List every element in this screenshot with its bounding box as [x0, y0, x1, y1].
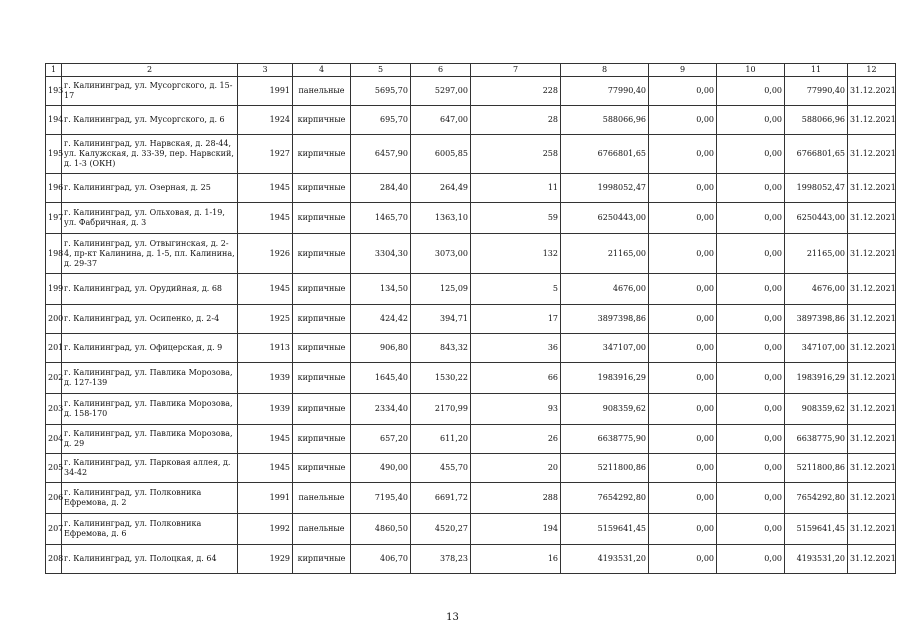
regional-funds-cell: 0,00 [649, 203, 717, 234]
row-number-cell: 197 [46, 203, 62, 234]
completion-date-cell: 31.12.2021 [848, 305, 896, 334]
living-area-cell: 611,20 [411, 425, 471, 454]
total-area-cell: 5695,70 [351, 77, 411, 106]
wall-material-cell: кирпичные [293, 394, 351, 425]
owner-funds-cell: 1983916,29 [785, 363, 848, 394]
municipal-funds-cell: 0,00 [717, 425, 785, 454]
row-number-cell: 199 [46, 274, 62, 305]
build-year-cell: 1992 [238, 514, 293, 545]
build-year-cell: 1945 [238, 203, 293, 234]
wall-material-cell: кирпичные [293, 425, 351, 454]
address-cell: г. Калининград, ул. Павлика Морозова, д. 158-170 [62, 394, 238, 425]
build-year-cell: 1991 [238, 77, 293, 106]
row-number-cell: 196 [46, 174, 62, 203]
build-year-cell: 1913 [238, 334, 293, 363]
completion-date-cell: 31.12.2021 [848, 514, 896, 545]
municipal-funds-cell: 0,00 [717, 274, 785, 305]
residents-cell: 36 [471, 334, 561, 363]
municipal-funds-cell: 0,00 [717, 135, 785, 174]
owner-funds-cell: 21165,00 [785, 234, 848, 274]
wall-material-cell: кирпичные [293, 454, 351, 483]
housing-register-table [45, 63, 896, 574]
repair-cost-cell: 6638775,90 [561, 425, 649, 454]
wall-material-cell: кирпичные [293, 305, 351, 334]
regional-funds-cell: 0,00 [649, 334, 717, 363]
completion-date-cell: 31.12.2021 [848, 234, 896, 274]
regional-funds-cell: 0,00 [649, 363, 717, 394]
address-cell: г. Калининград, ул. Мусоргского, д. 6 [62, 106, 238, 135]
completion-date-cell: 31.12.2021 [848, 106, 896, 135]
address-cell: г. Калининград, ул. Офицерская, д. 9 [62, 334, 238, 363]
column-number-header: 8 [561, 64, 649, 77]
row-number-cell: 201 [46, 334, 62, 363]
regional-funds-cell: 0,00 [649, 394, 717, 425]
residents-cell: 11 [471, 174, 561, 203]
row-number-cell: 200 [46, 305, 62, 334]
repair-cost-cell: 347107,00 [561, 334, 649, 363]
completion-date-cell: 31.12.2021 [848, 77, 896, 106]
living-area-cell: 647,00 [411, 106, 471, 135]
repair-cost-cell: 4676,00 [561, 274, 649, 305]
living-area-cell: 394,71 [411, 305, 471, 334]
build-year-cell: 1925 [238, 305, 293, 334]
living-area-cell: 264,49 [411, 174, 471, 203]
address-cell: г. Калининград, ул. Полковника Ефремова, д. 6 [62, 514, 238, 545]
municipal-funds-cell: 0,00 [717, 483, 785, 514]
owner-funds-cell: 1998052,47 [785, 174, 848, 203]
living-area-cell: 843,32 [411, 334, 471, 363]
owner-funds-cell: 6250443,00 [785, 203, 848, 234]
municipal-funds-cell: 0,00 [717, 334, 785, 363]
completion-date-cell: 31.12.2021 [848, 334, 896, 363]
residents-cell: 20 [471, 454, 561, 483]
row-number-cell: 203 [46, 394, 62, 425]
repair-cost-cell: 4193531,20 [561, 545, 649, 574]
build-year-cell: 1939 [238, 394, 293, 425]
owner-funds-cell: 6638775,90 [785, 425, 848, 454]
row-number-cell: 208 [46, 545, 62, 574]
build-year-cell: 1991 [238, 483, 293, 514]
completion-date-cell: 31.12.2021 [848, 203, 896, 234]
address-cell: г. Калининград, ул. Нарвская, д. 28-44, ул. Калужская, д. 33-39, пер. Нарвский, д. 1-3 (ОКН) [62, 135, 238, 174]
regional-funds-cell: 0,00 [649, 234, 717, 274]
residents-cell: 228 [471, 77, 561, 106]
table-row [46, 106, 896, 135]
row-number-cell: 207 [46, 514, 62, 545]
municipal-funds-cell: 0,00 [717, 394, 785, 425]
wall-material-cell: кирпичные [293, 174, 351, 203]
completion-date-cell: 31.12.2021 [848, 483, 896, 514]
living-area-cell: 6005,85 [411, 135, 471, 174]
owner-funds-cell: 4676,00 [785, 274, 848, 305]
completion-date-cell: 31.12.2021 [848, 454, 896, 483]
table-row [46, 274, 896, 305]
column-number-header: 1 [46, 64, 62, 77]
regional-funds-cell: 0,00 [649, 305, 717, 334]
column-number-header: 2 [62, 64, 238, 77]
total-area-cell: 284,40 [351, 174, 411, 203]
regional-funds-cell: 0,00 [649, 135, 717, 174]
total-area-cell: 1645,40 [351, 363, 411, 394]
owner-funds-cell: 7654292,80 [785, 483, 848, 514]
address-cell: г. Калининград, ул. Осипенко, д. 2-4 [62, 305, 238, 334]
living-area-cell: 455,70 [411, 454, 471, 483]
build-year-cell: 1927 [238, 135, 293, 174]
owner-funds-cell: 5159641,45 [785, 514, 848, 545]
table-row [46, 545, 896, 574]
total-area-cell: 657,20 [351, 425, 411, 454]
living-area-cell: 125,09 [411, 274, 471, 305]
column-number-header: 3 [238, 64, 293, 77]
completion-date-cell: 31.12.2021 [848, 394, 896, 425]
build-year-cell: 1945 [238, 274, 293, 305]
wall-material-cell: кирпичные [293, 203, 351, 234]
regional-funds-cell: 0,00 [649, 514, 717, 545]
total-area-cell: 2334,40 [351, 394, 411, 425]
table-row [46, 77, 896, 106]
municipal-funds-cell: 0,00 [717, 514, 785, 545]
row-number-cell: 198 [46, 234, 62, 274]
column-number-header: 4 [293, 64, 351, 77]
row-number-cell: 202 [46, 363, 62, 394]
address-cell: г. Калининград, ул. Мусоргского, д. 15-17 [62, 77, 238, 106]
wall-material-cell: кирпичные [293, 106, 351, 135]
municipal-funds-cell: 0,00 [717, 106, 785, 135]
residents-cell: 59 [471, 203, 561, 234]
table-row [46, 363, 896, 394]
address-cell: г. Калининград, ул. Полковника Ефремова, д. 2 [62, 483, 238, 514]
living-area-cell: 4520,27 [411, 514, 471, 545]
build-year-cell: 1924 [238, 106, 293, 135]
regional-funds-cell: 0,00 [649, 274, 717, 305]
living-area-cell: 3073,00 [411, 234, 471, 274]
municipal-funds-cell: 0,00 [717, 234, 785, 274]
table-row [46, 514, 896, 545]
total-area-cell: 406,70 [351, 545, 411, 574]
residents-cell: 132 [471, 234, 561, 274]
living-area-cell: 2170,99 [411, 394, 471, 425]
completion-date-cell: 31.12.2021 [848, 274, 896, 305]
build-year-cell: 1926 [238, 234, 293, 274]
total-area-cell: 695,70 [351, 106, 411, 135]
table-row [46, 483, 896, 514]
table-row [46, 203, 896, 234]
row-number-cell: 193 [46, 77, 62, 106]
completion-date-cell: 31.12.2021 [848, 174, 896, 203]
regional-funds-cell: 0,00 [649, 545, 717, 574]
regional-funds-cell: 0,00 [649, 425, 717, 454]
living-area-cell: 378,23 [411, 545, 471, 574]
owner-funds-cell: 3897398,86 [785, 305, 848, 334]
wall-material-cell: кирпичные [293, 234, 351, 274]
address-cell: г. Калининград, ул. Парковая аллея, д. 34-42 [62, 454, 238, 483]
build-year-cell: 1945 [238, 174, 293, 203]
completion-date-cell: 31.12.2021 [848, 363, 896, 394]
row-number-cell: 205 [46, 454, 62, 483]
address-cell: г. Калининград, ул. Павлика Морозова, д. 29 [62, 425, 238, 454]
column-number-header: 5 [351, 64, 411, 77]
wall-material-cell: кирпичные [293, 334, 351, 363]
table-row [46, 425, 896, 454]
repair-cost-cell: 21165,00 [561, 234, 649, 274]
living-area-cell: 1363,10 [411, 203, 471, 234]
build-year-cell: 1929 [238, 545, 293, 574]
wall-material-cell: кирпичные [293, 363, 351, 394]
table-row [46, 234, 896, 274]
regional-funds-cell: 0,00 [649, 454, 717, 483]
total-area-cell: 7195,40 [351, 483, 411, 514]
table-header-row [46, 64, 896, 77]
municipal-funds-cell: 0,00 [717, 174, 785, 203]
owner-funds-cell: 6766801,65 [785, 135, 848, 174]
repair-cost-cell: 3897398,86 [561, 305, 649, 334]
municipal-funds-cell: 0,00 [717, 363, 785, 394]
municipal-funds-cell: 0,00 [717, 305, 785, 334]
address-cell: г. Калининград, ул. Полоцкая, д. 64 [62, 545, 238, 574]
wall-material-cell: кирпичные [293, 135, 351, 174]
column-number-header: 9 [649, 64, 717, 77]
owner-funds-cell: 588066,96 [785, 106, 848, 135]
residents-cell: 17 [471, 305, 561, 334]
repair-cost-cell: 77990,40 [561, 77, 649, 106]
repair-cost-cell: 588066,96 [561, 106, 649, 135]
wall-material-cell: панельные [293, 483, 351, 514]
table-row [46, 394, 896, 425]
build-year-cell: 1939 [238, 363, 293, 394]
owner-funds-cell: 5211800,86 [785, 454, 848, 483]
wall-material-cell: панельные [293, 77, 351, 106]
column-number-header: 6 [411, 64, 471, 77]
page-number: 13 [446, 612, 459, 623]
residents-cell: 66 [471, 363, 561, 394]
total-area-cell: 4860,50 [351, 514, 411, 545]
completion-date-cell: 31.12.2021 [848, 135, 896, 174]
table-row [46, 454, 896, 483]
build-year-cell: 1945 [238, 425, 293, 454]
repair-cost-cell: 7654292,80 [561, 483, 649, 514]
completion-date-cell: 31.12.2021 [848, 545, 896, 574]
column-number-header: 10 [717, 64, 785, 77]
municipal-funds-cell: 0,00 [717, 454, 785, 483]
owner-funds-cell: 908359,62 [785, 394, 848, 425]
total-area-cell: 424,42 [351, 305, 411, 334]
municipal-funds-cell: 0,00 [717, 545, 785, 574]
living-area-cell: 6691,72 [411, 483, 471, 514]
repair-cost-cell: 1998052,47 [561, 174, 649, 203]
address-cell: г. Калининград, ул. Ольховая, д. 1-19, ул. Фабричная, д. 3 [62, 203, 238, 234]
address-cell: г. Калининград, ул. Павлика Морозова, д. 127-139 [62, 363, 238, 394]
repair-cost-cell: 5159641,45 [561, 514, 649, 545]
row-number-cell: 204 [46, 425, 62, 454]
total-area-cell: 1465,70 [351, 203, 411, 234]
regional-funds-cell: 0,00 [649, 174, 717, 203]
build-year-cell: 1945 [238, 454, 293, 483]
row-number-cell: 206 [46, 483, 62, 514]
regional-funds-cell: 0,00 [649, 483, 717, 514]
table-row [46, 135, 896, 174]
residents-cell: 16 [471, 545, 561, 574]
table-row [46, 305, 896, 334]
residents-cell: 28 [471, 106, 561, 135]
residents-cell: 26 [471, 425, 561, 454]
wall-material-cell: кирпичные [293, 545, 351, 574]
total-area-cell: 3304,30 [351, 234, 411, 274]
repair-cost-cell: 5211800,86 [561, 454, 649, 483]
row-number-cell: 194 [46, 106, 62, 135]
municipal-funds-cell: 0,00 [717, 77, 785, 106]
repair-cost-cell: 1983916,29 [561, 363, 649, 394]
total-area-cell: 490,00 [351, 454, 411, 483]
column-number-header: 7 [471, 64, 561, 77]
residents-cell: 5 [471, 274, 561, 305]
owner-funds-cell: 347107,00 [785, 334, 848, 363]
residents-cell: 93 [471, 394, 561, 425]
wall-material-cell: панельные [293, 514, 351, 545]
row-number-cell: 195 [46, 135, 62, 174]
total-area-cell: 134,50 [351, 274, 411, 305]
regional-funds-cell: 0,00 [649, 77, 717, 106]
municipal-funds-cell: 0,00 [717, 203, 785, 234]
repair-cost-cell: 908359,62 [561, 394, 649, 425]
column-number-header: 11 [785, 64, 848, 77]
address-cell: г. Калининград, ул. Озерная, д. 25 [62, 174, 238, 203]
living-area-cell: 1530,22 [411, 363, 471, 394]
table-row [46, 174, 896, 203]
regional-funds-cell: 0,00 [649, 106, 717, 135]
total-area-cell: 6457,90 [351, 135, 411, 174]
repair-cost-cell: 6250443,00 [561, 203, 649, 234]
completion-date-cell: 31.12.2021 [848, 425, 896, 454]
living-area-cell: 5297,00 [411, 77, 471, 106]
address-cell: г. Калининград, ул. Орудийная, д. 68 [62, 274, 238, 305]
total-area-cell: 906,80 [351, 334, 411, 363]
address-cell: г. Калининград, ул. Отвыгинская, д. 2-4, пр-кт Калинина, д. 1-5, пл. Калинина, д. 29-37 [62, 234, 238, 274]
residents-cell: 258 [471, 135, 561, 174]
repair-cost-cell: 6766801,65 [561, 135, 649, 174]
residents-cell: 288 [471, 483, 561, 514]
column-number-header: 12 [848, 64, 896, 77]
owner-funds-cell: 77990,40 [785, 77, 848, 106]
table-body [46, 64, 896, 574]
table-row [46, 334, 896, 363]
owner-funds-cell: 4193531,20 [785, 545, 848, 574]
residents-cell: 194 [471, 514, 561, 545]
wall-material-cell: кирпичные [293, 274, 351, 305]
